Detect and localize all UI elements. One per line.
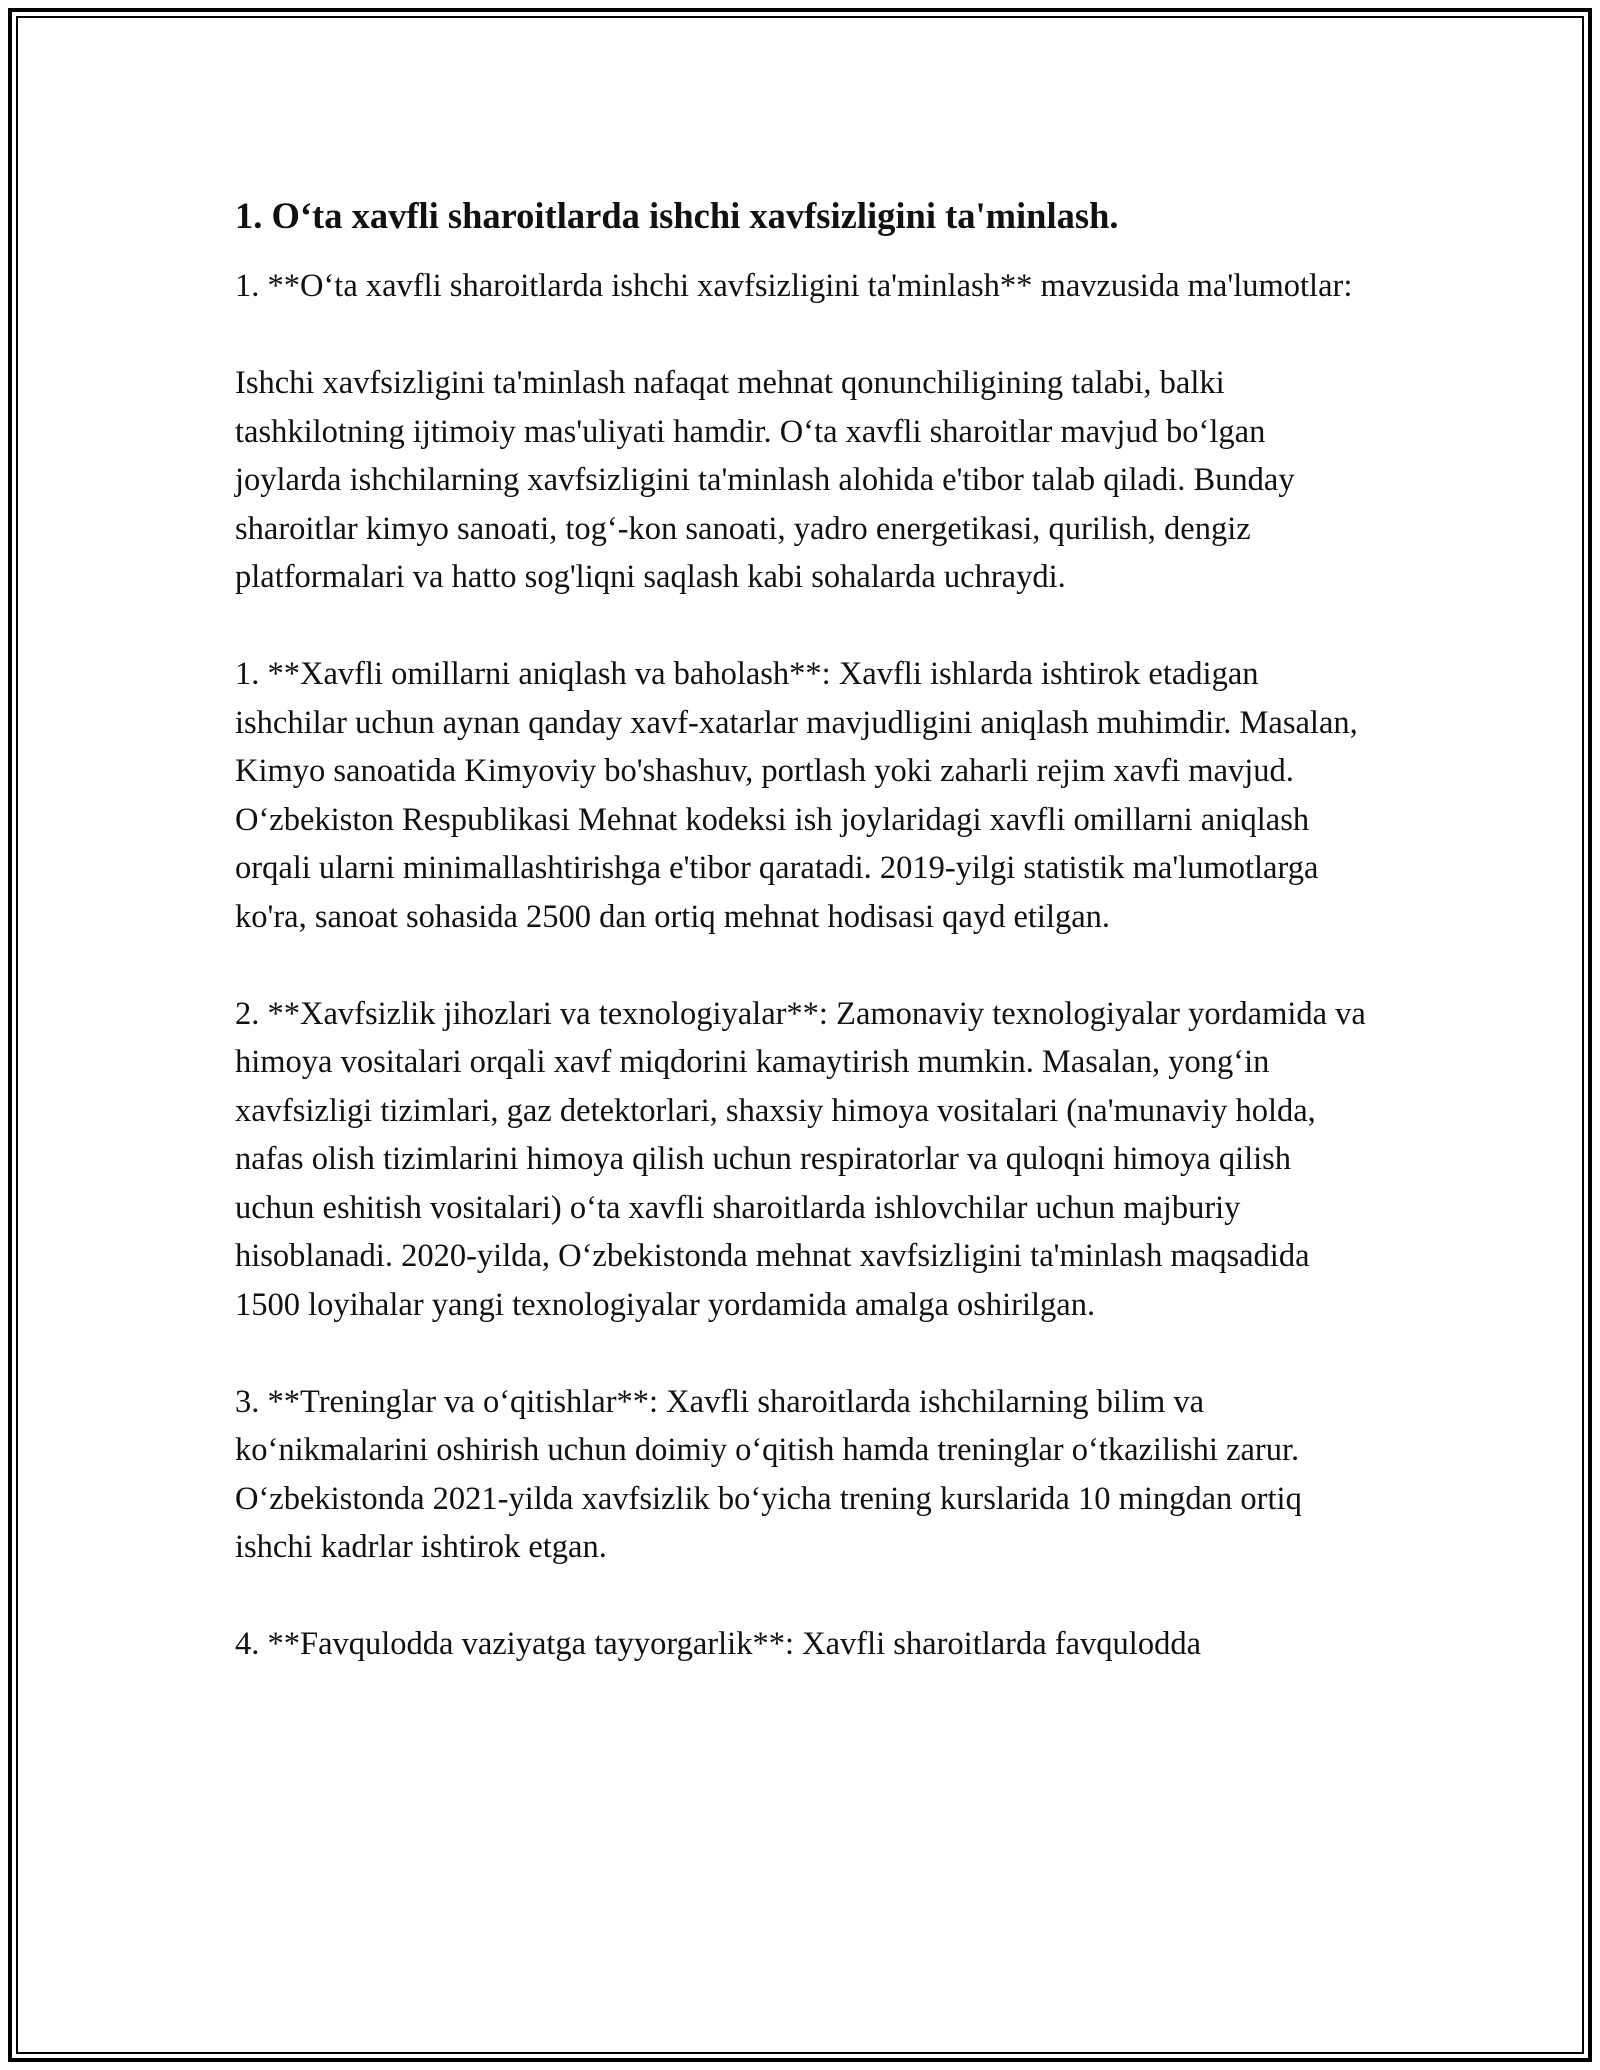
emergency-preparedness-paragraph: 4. **Favqulodda vaziyatga tayyorgarlik**: Xavfli sharoitlarda favqulodda [235, 1626, 1202, 1662]
intro-paragraph: 1. **O‘ta xavfli sharoitlarda ishchi xavfsizligini ta'minlash** mavzusida ma'lumotlar: [235, 268, 1353, 304]
overview-paragraph: Ishchi xavfsizligini ta'minlash nafaqat mehnat qonunchiligining talabi, balki tashkilotning ijtimoiy mas'uliyati hamdir. O‘ta xavfli sharoitlar mavjud bo‘lgan joylarda ishchilarning xavfsizligini ta'minlash alohida e'tibor talab qiladi. Bunday sharoitlar kimyo sanoati, tog‘-kon sanoati, yadro energetikasi, qurilish, dengiz platformalari va hatto sog'liqni saqlash kabi sohalarda uchraydi. [235, 365, 1295, 595]
safety-equipment-paragraph: 2. **Xavfsizlik jihozlari va texnologiyalar**: Zamonaviy texnologiyalar yordamida va himoya vositalari orqali xavf miqdorini kamaytirish mumkin. Masalan, yong‘in xavfsizligi tizimlari, gaz detektorlari, shaxsiy himoya vositalari (na'munaviy holda, nafas olish tizimlarini himoya qilish uchun respiratorlar va quloqni himoya qilish uchun eshitish vositalari) o‘ta xavfli sharoitlarda ishlovchilar uchun majburiy hisoblanadi. 2020-yilda, O‘zbekistonda mehnat xavfsizligini ta'minlash maqsadida 1500 loyihalar yangi texnologiyalar yordamida amalga oshirilgan. [235, 995, 1366, 1323]
hazard-identification-paragraph: 1. **Xavfli omillarni aniqlash va baholash**: Xavfli ishlarda ishtirok etadigan ishchilar uchun aynan qanday xavf-xatarlar mavjudligini aniqlash muhimdir. Masalan, Kimyo sanoatida Kimyoviy bo'shashuv, portlash yoki zaharli rejim xavfi mavjud. O‘zbekiston Respublikasi Mehnat kodeksi ish joylaridagi xavfli omillarni aniqlash orqali ularni minimallashtirishga e'tibor qaratadi. 2019-yilgi statistik ma'lumotlarga ko'ra, sanoat sohasida 2500 dan ortiq mehnat hodisasi qayd etilgan. [235, 656, 1358, 935]
document-body [235, 190, 1375, 1717]
training-paragraph: 3. **Treninglar va o‘qitishlar**: Xavfli sharoitlarda ishchilarning bilim va ko‘nikmalarini oshirish uchun doimiy o‘qitish hamda treninglar o‘tkazilishi zarur. O‘zbekistonda 2021-yilda xavfsizlik bo‘yicha trening kurslarida 10 mingdan ortiq ishchi kadrlar ishtirok etgan. [235, 1383, 1302, 1565]
document-title: 1. O‘ta xavfli sharoitlarda ishchi xavfsizligini ta'minlash. [235, 195, 1119, 236]
